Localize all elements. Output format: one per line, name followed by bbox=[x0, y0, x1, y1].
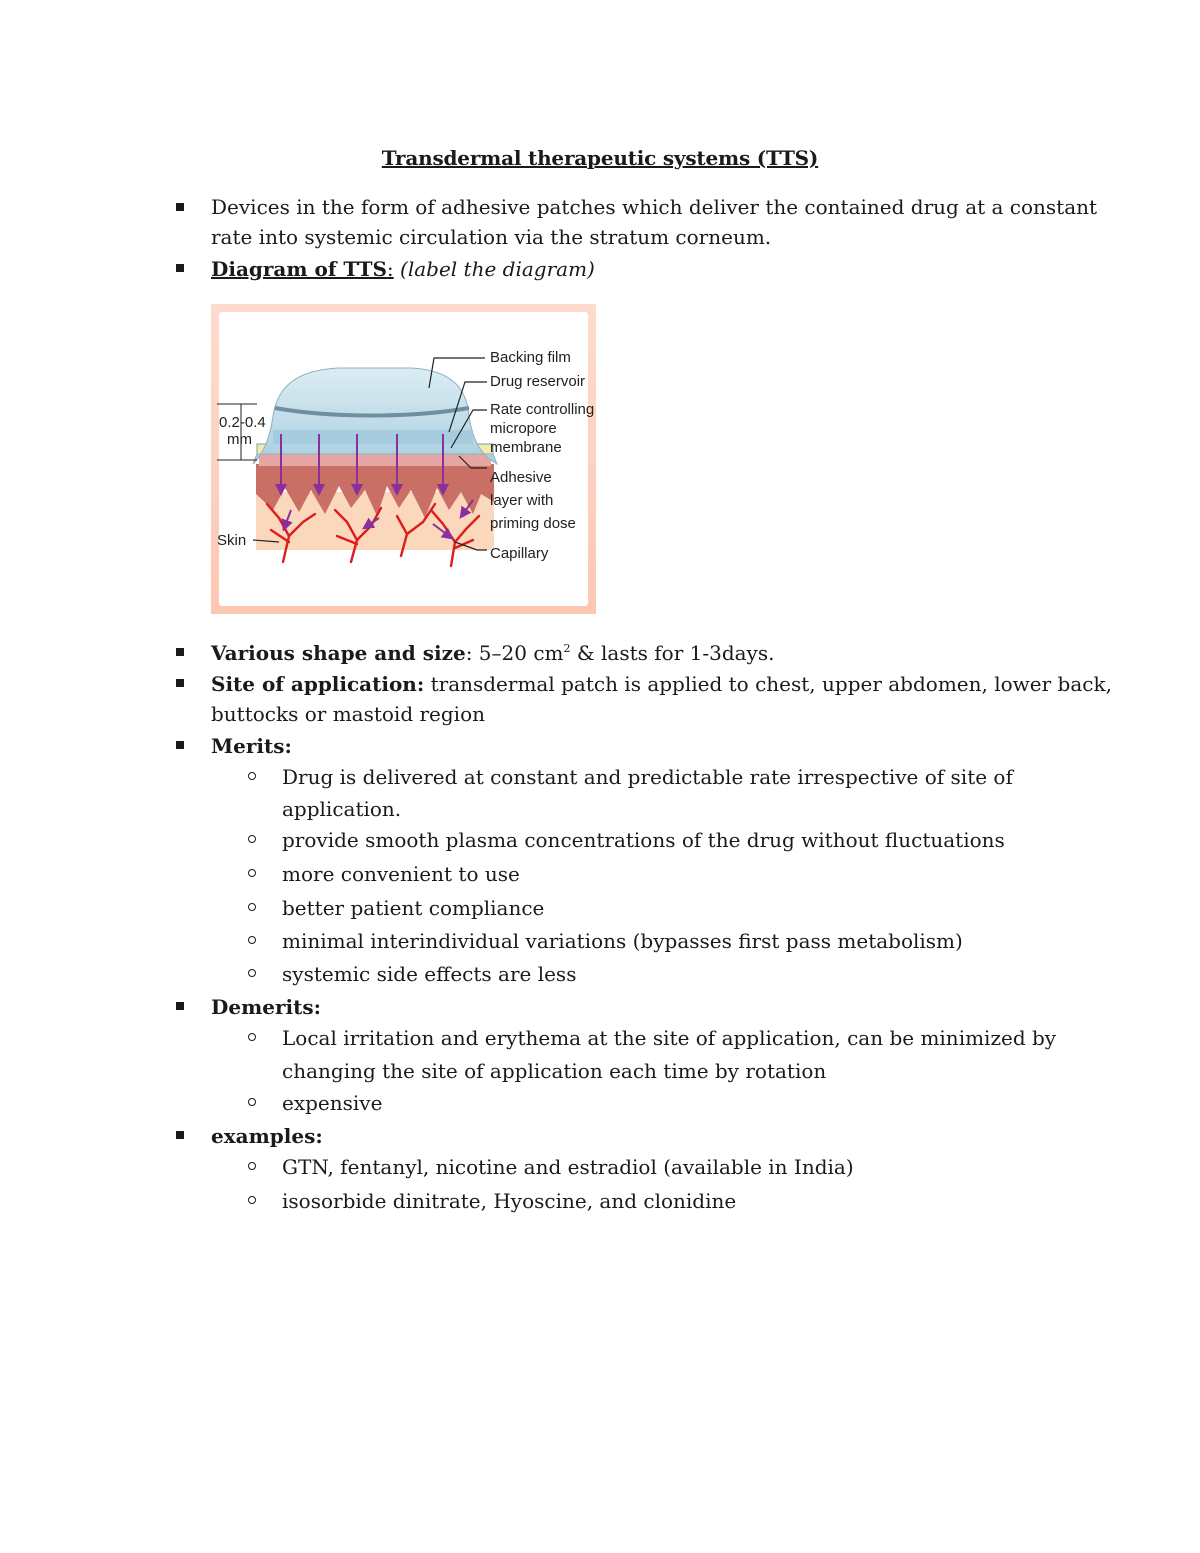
label-skin: Skin bbox=[217, 532, 247, 549]
merit-item: Drug is delivered at constant and predictable rate irrespective of site of bbox=[282, 765, 1013, 789]
bullet-square bbox=[176, 1131, 184, 1139]
bullet-square bbox=[176, 1002, 184, 1010]
diagram-heading bbox=[211, 254, 595, 284]
demerit-item-cont: changing the site of application each time by rotation bbox=[282, 1059, 827, 1083]
intro-line-1: Devices in the form of adhesive patches which deliver the contained drug at a constant bbox=[211, 195, 1098, 219]
label-layer-with: layer with bbox=[490, 492, 554, 509]
bullet-circle bbox=[248, 1196, 256, 1204]
example-item: isosorbide dinitrate, Hyoscine, and clonidine bbox=[282, 1189, 737, 1213]
bullet-circle bbox=[248, 1162, 256, 1170]
merit-item: systemic side effects are less bbox=[282, 962, 577, 986]
adhesive-layer bbox=[259, 454, 491, 466]
demerit-item: expensive bbox=[282, 1091, 383, 1115]
bullet-circle bbox=[248, 969, 256, 977]
label-capillary: Capillary bbox=[490, 545, 549, 562]
bullet-circle bbox=[248, 1033, 256, 1041]
label-backing-film: Backing film bbox=[490, 349, 571, 366]
bullet-circle bbox=[248, 1098, 256, 1106]
tts-diagram bbox=[211, 304, 596, 614]
shape-size-rest: & lasts for 1-3days. bbox=[570, 641, 775, 665]
thickness-value: 0.2-0.4 bbox=[219, 414, 266, 431]
merit-item: minimal interindividual variations (bypasses first pass metabolism) bbox=[282, 929, 963, 953]
merit-item: provide smooth plasma concentrations of the drug without fluctuations bbox=[282, 828, 1005, 852]
demerits-label: Demerits: bbox=[211, 995, 321, 1019]
bullet-circle bbox=[248, 835, 256, 843]
label-membrane: membrane bbox=[490, 439, 562, 456]
diagram-heading-colon: : bbox=[386, 257, 394, 281]
example-item: GTN, fentanyl, nicotine and estradiol (available in India) bbox=[282, 1155, 854, 1179]
intro-line-2: rate into systemic circulation via the stratum corneum. bbox=[211, 225, 772, 249]
diagram-heading-label: Diagram of TTS bbox=[211, 257, 387, 281]
label-priming-dose: priming dose bbox=[490, 515, 576, 532]
bullet-square bbox=[176, 203, 184, 211]
label-micropore: micropore bbox=[490, 420, 557, 437]
bullet-circle bbox=[248, 903, 256, 911]
bullet-square bbox=[176, 264, 184, 272]
demerit-item: Local irritation and erythema at the site of application, can be minimized by bbox=[282, 1026, 1057, 1050]
thickness-unit: mm bbox=[227, 431, 252, 448]
site-line-1 bbox=[211, 669, 1112, 699]
shape-size-label: Various shape and size bbox=[211, 641, 466, 665]
bullet-square bbox=[176, 679, 184, 687]
shape-size-value: : 5–20 cm bbox=[465, 641, 564, 665]
diagram-heading-note: (label the diagram) bbox=[400, 257, 595, 281]
merit-item-cont: application. bbox=[282, 797, 402, 821]
bullet-square bbox=[176, 741, 184, 749]
merit-item: better patient compliance bbox=[282, 896, 545, 920]
site-text-1: transdermal patch is applied to chest, upper abdomen, lower back, bbox=[424, 672, 1112, 696]
examples-label: examples: bbox=[211, 1124, 323, 1148]
label-drug-reservoir: Drug reservoir bbox=[490, 373, 586, 390]
site-line-2: buttocks or mastoid region bbox=[211, 702, 486, 726]
bullet-circle bbox=[248, 772, 256, 780]
bullet-circle bbox=[248, 936, 256, 944]
bullet-square bbox=[176, 648, 184, 656]
shape-size-sup: 2 bbox=[563, 642, 571, 655]
site-label: Site of application: bbox=[211, 672, 425, 696]
page-title: Transdermal therapeutic systems (TTS) bbox=[381, 146, 819, 170]
label-rate-controlling: Rate controlling bbox=[490, 401, 595, 418]
label-adhesive: Adhesive bbox=[490, 469, 552, 486]
shape-size-line bbox=[211, 638, 774, 668]
bullet-circle bbox=[248, 869, 256, 877]
merit-item: more convenient to use bbox=[282, 862, 520, 886]
merits-label: Merits: bbox=[211, 734, 292, 758]
